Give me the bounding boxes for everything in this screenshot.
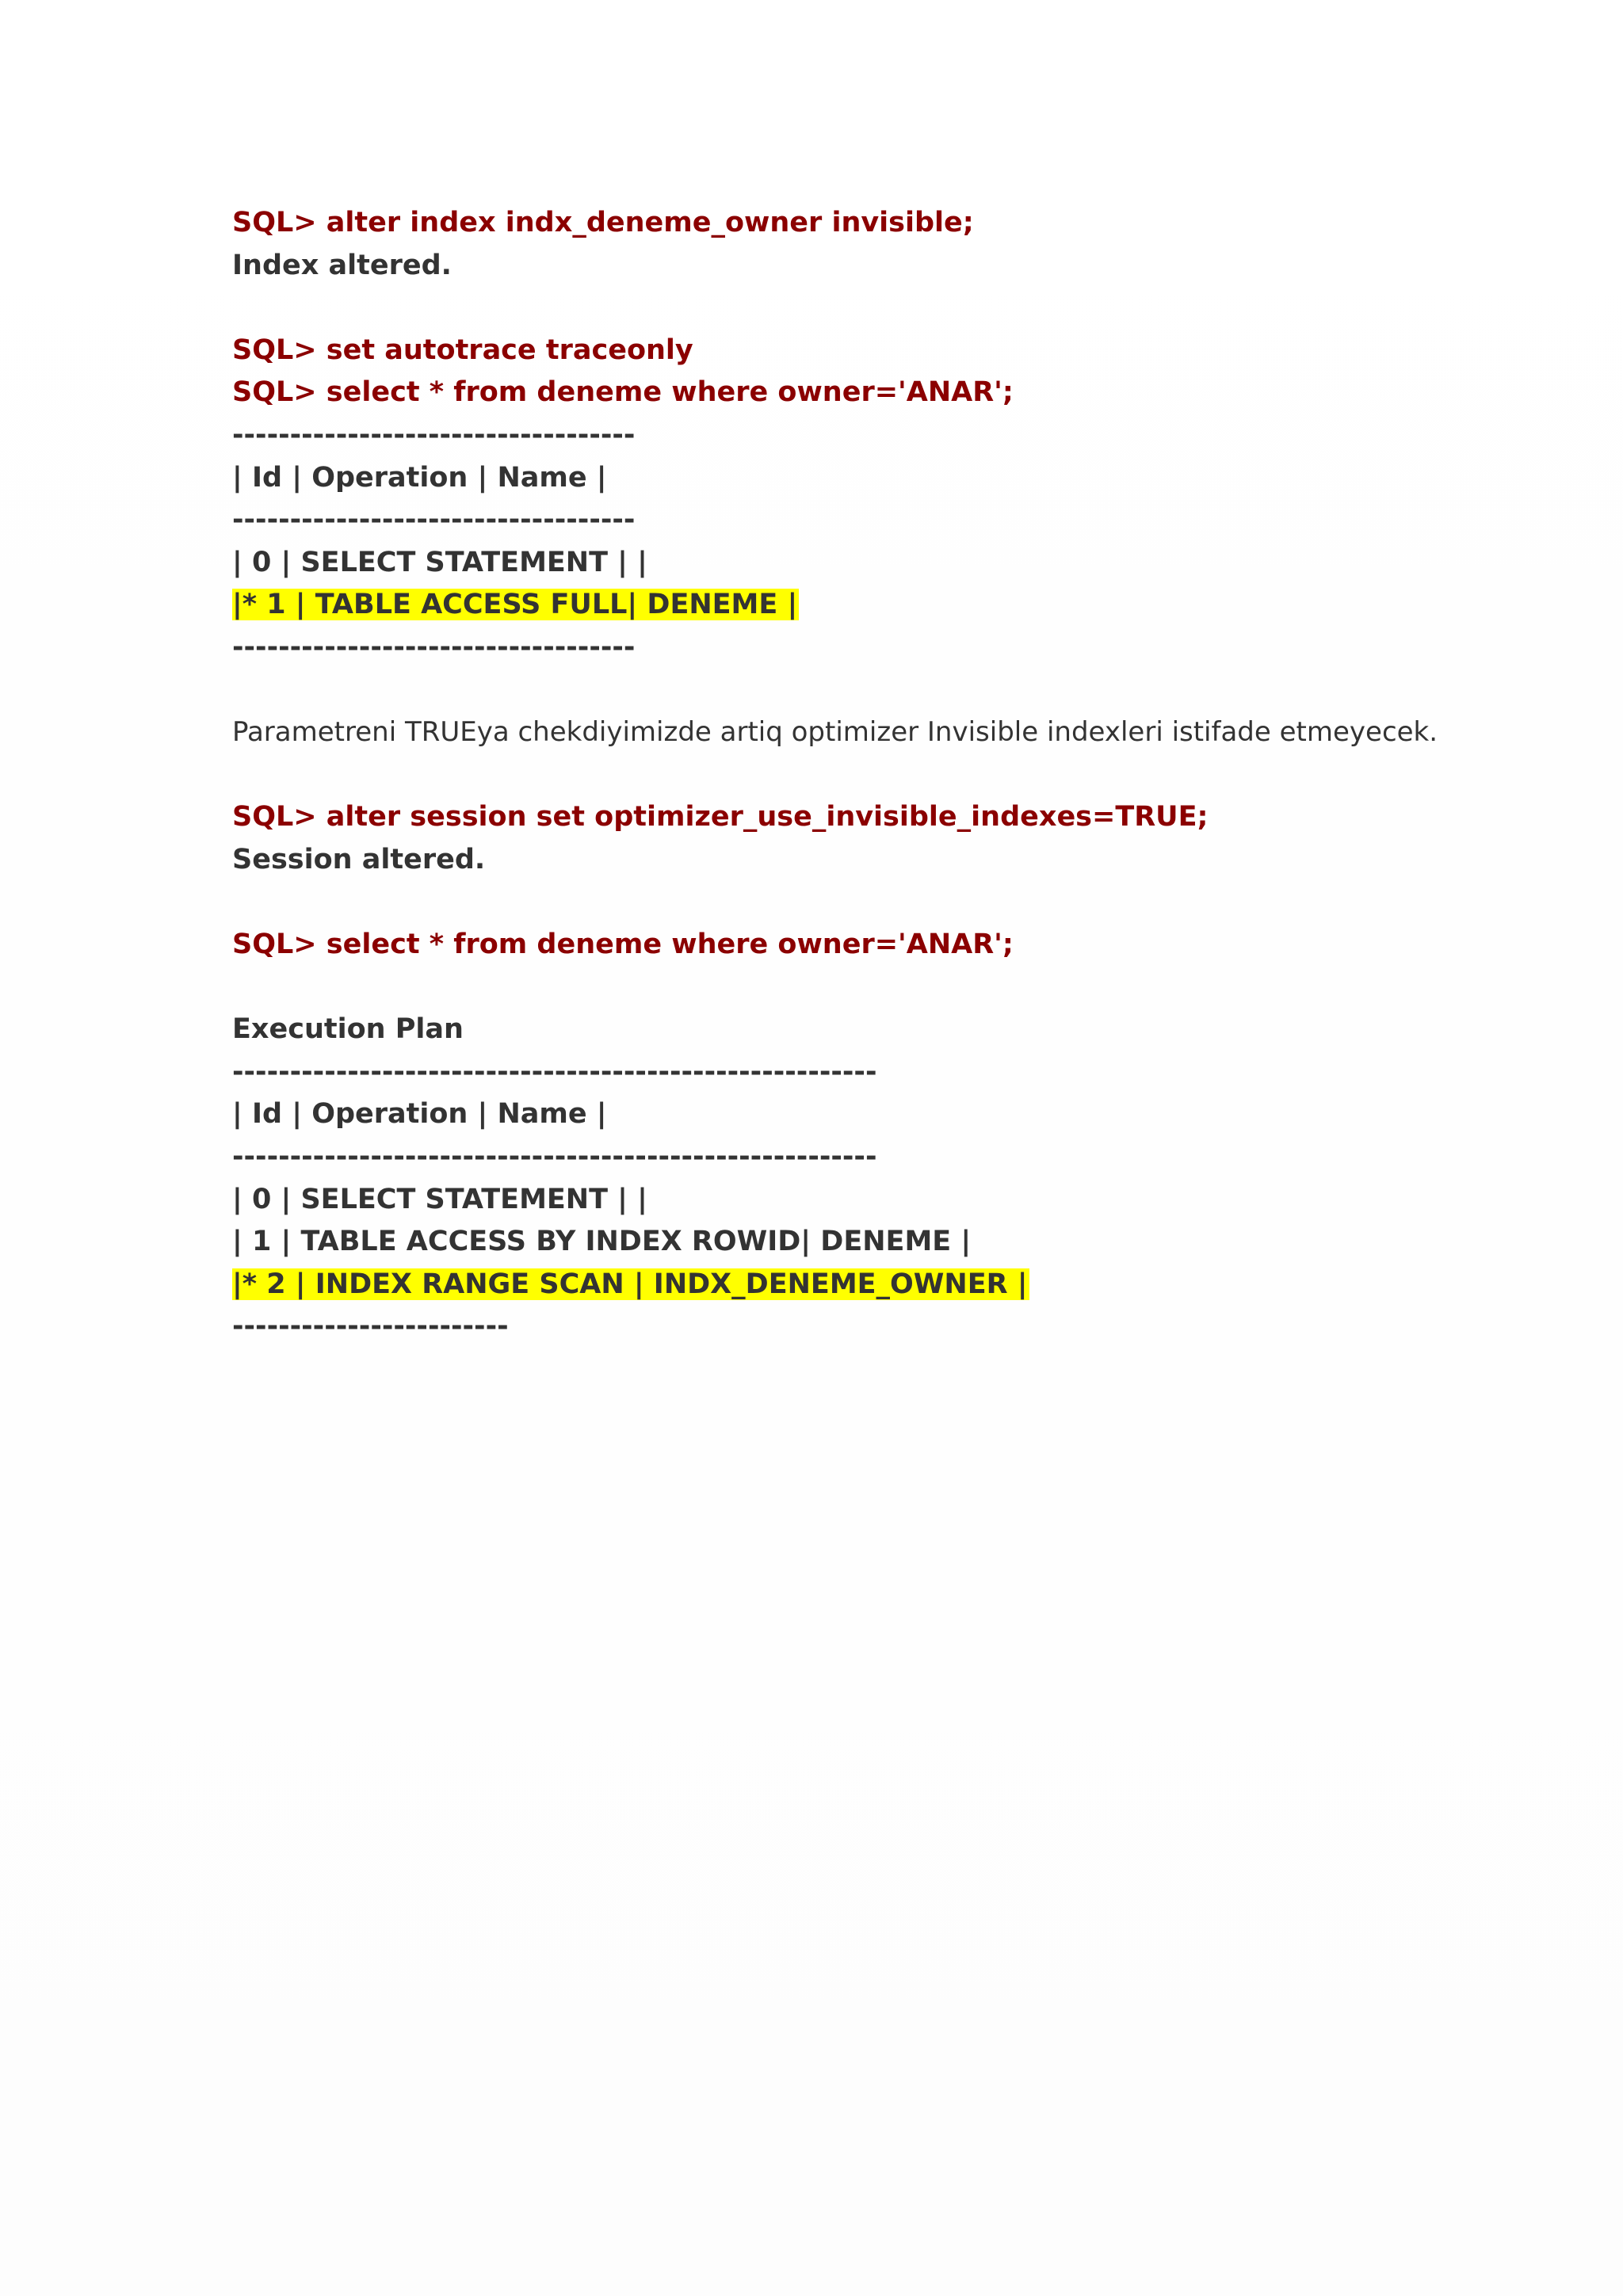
highlighted-table-access-full: |* 1 | TABLE ACCESS FULL| DENEME | — [232, 589, 798, 621]
document-content — [232, 202, 1579, 1348]
plan-header-row: | Id | Operation | Name | — [232, 461, 607, 494]
sql-alter-index-line: SQL> alter index indx_deneme_owner invisible; — [232, 207, 974, 238]
plan-separator: ----------------------------------- — [232, 631, 636, 663]
blank-line — [232, 882, 1579, 925]
highlighted-index-range-scan: |* 2 | INDEX RANGE SCAN | INDX_DENEME_OWNER | — [232, 1268, 1028, 1300]
plan-separator: ------------------------ — [232, 1310, 509, 1343]
execution-plan-heading: Execution Plan — [232, 1013, 464, 1046]
plan-row-select-statement: | 0 | SELECT STATEMENT | | — [232, 546, 647, 578]
plan-row-highlighted — [232, 1264, 1579, 1306]
index-altered-output: Index altered. — [232, 249, 452, 281]
plan-separator: ----------------------------------- — [232, 418, 636, 451]
blank-line — [232, 967, 1579, 1009]
plan-separator: -------------------------------------------------------- — [232, 1055, 877, 1088]
plan-separator: ----------------------------------- — [232, 504, 636, 536]
plan-row-highlighted — [232, 584, 1579, 627]
sql-select-line: SQL> select * from deneme where owner='ANAR'; — [232, 376, 1014, 409]
plan-separator: -------------------------------------------------------- — [232, 1141, 877, 1173]
explanation-paragraph: Parametreni TRUEya chekdiyimizde artiq optimizer Invisible indexleri istifade etmeyecek. — [232, 716, 1438, 749]
blank-line — [232, 754, 1579, 797]
blank-line — [232, 287, 1579, 330]
sql-select-line-2: SQL> select * from deneme where owner='ANAR'; — [232, 929, 1014, 961]
plan-row-table-access-rowid: | 1 | TABLE ACCESS BY INDEX ROWID| DENEME | — [232, 1226, 972, 1258]
plan-row-select-statement: | 0 | SELECT STATEMENT | | — [232, 1183, 647, 1215]
plan-header-row: | Id | Operation | Name | — [232, 1098, 607, 1131]
sql-set-autotrace-line: SQL> set autotrace traceonly — [232, 334, 693, 366]
session-altered-output: Session altered. — [232, 843, 486, 875]
sql-alter-session-line: SQL> alter session set optimizer_use_invisible_indexes=TRUE; — [232, 801, 1209, 833]
blank-line — [232, 669, 1579, 712]
